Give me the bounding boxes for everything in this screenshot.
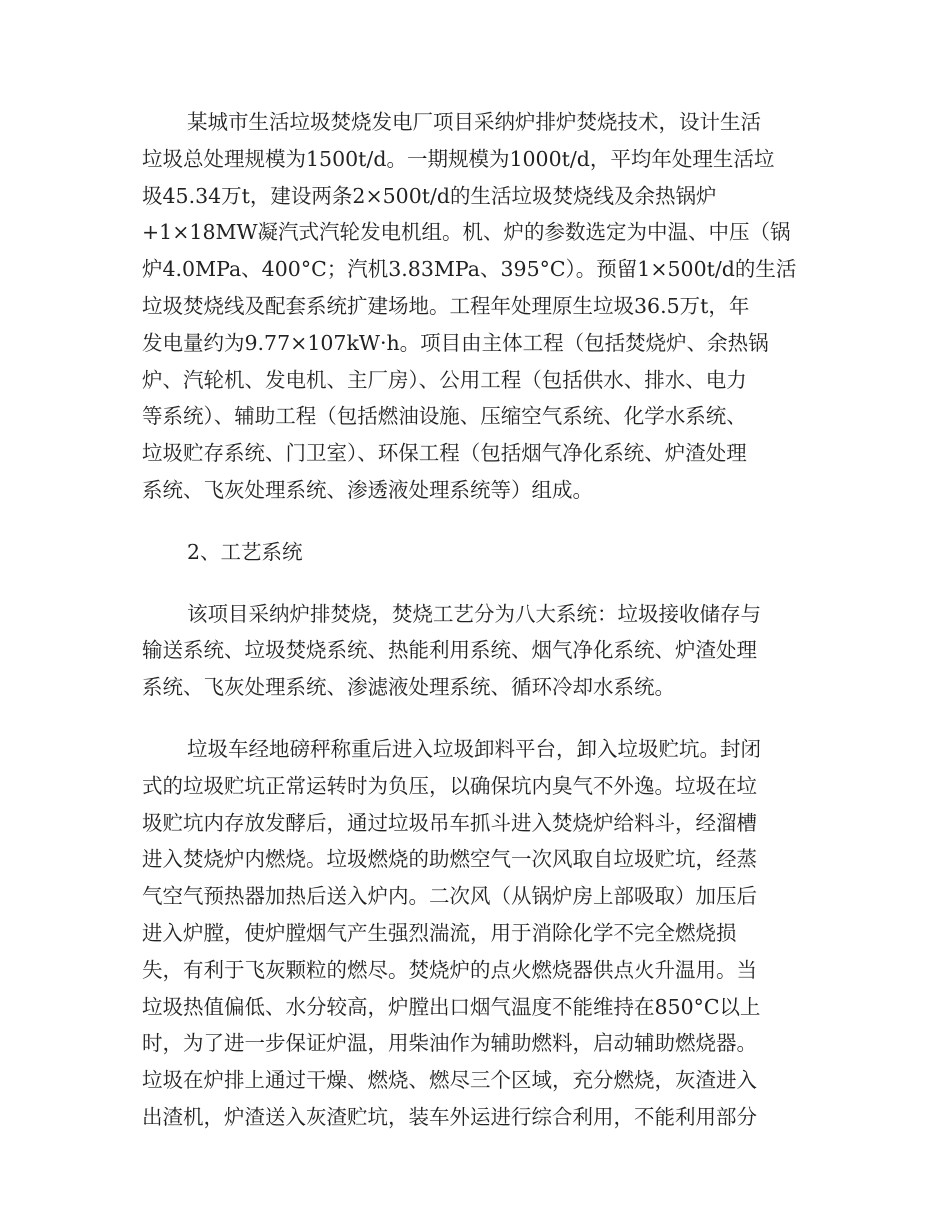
text-line: 垃圾贮存系统、门卫室）、环保工程（包括烟气净化系统、炉渣处理 [142,441,747,466]
text-line: 垃圾在炉排上通过干燥、燃烧、燃尽三个区域，充分燃烧，灰渣进入 [142,1068,757,1093]
text-line: 式的垃圾贮坑正常运转时为负压，以确保坑内臭气不外逸。垃圾在垃 [142,773,757,798]
paragraph-process-overview [142,596,812,706]
text-line: 某城市生活垃圾焚烧发电厂项目采纳炉排炉焚烧技术，设计生活 [187,110,761,134]
text-line: 输送系统、垃圾焚烧系统、热能利用系统、烟气净化系统、炉渣处理 [142,638,757,663]
text-line: 系统、飞灰处理系统、渗透液处理系统等）组成。 [142,477,593,502]
text-line: 出渣机，炉渣送入灰渣贮坑，装车外运进行综合利用，不能利用部分 [142,1104,757,1129]
text-line: 等系统）、辅助工程（包括燃油设施、压缩空气系统、化学水系统、 [142,404,747,429]
paragraph-spacing [142,509,812,534]
text-line: 失，有利于飞灰颗粒的燃尽。焚烧炉的点火燃烧器供点火升温用。当 [142,957,757,982]
text-line: 炉4.0MPa、400°C；汽机3.83MPa、395°C）。预留1×500t/d的生活 [142,257,797,282]
text-line: 垃圾车经地磅秤称重后进入垃圾卸料平台，卸入垃圾贮坑。封闭 [187,736,761,761]
paragraph-project-overview [142,104,812,509]
text-line: 气空气预热器加热后送入炉内。二次风（从锅炉房上部吸取）加压后 [142,884,757,909]
text-line: 圾45.34万t，建设两条2×500t/d的生活垃圾焚烧线及余热锅炉 [142,183,717,208]
paragraph-process-detail [142,731,812,1136]
text-line: 圾贮坑内存放发酵后，通过垃圾吊车抓斗进入焚烧炉给料斗，经溜槽 [142,810,757,835]
text-line: 垃圾总处理规模为1500t/d。一期规模为1000t/d，平均年处理生活垃 [142,146,775,171]
text-line: 垃圾焚烧线及配套系统扩建场地。工程年处理原生垃圾36.5万t，年 [142,293,750,318]
text-line: +1×18MW凝汽式汽轮发电机组。机、炉的参数选定为中温、中压（锅 [142,220,791,245]
text-line: 垃圾热值偏低、水分较高，炉膛出口烟气温度不能维持在850°C以上 [142,994,761,1019]
document-body [142,104,812,1136]
text-line: 时，为了进一步保证炉温，用柴油作为辅助燃料，启动辅助燃烧器。 [142,1031,757,1056]
section-heading: 2、工艺系统 [187,539,303,564]
text-line: 该项目采纳炉排焚烧，焚烧工艺分为八大系统：垃圾接收储存与 [187,601,761,626]
paragraph-spacing [142,706,812,731]
section-heading-process-system [142,534,812,571]
text-line: 系统、飞灰处理系统、渗滤液处理系统、循环冷却水系统。 [142,675,675,700]
paragraph-spacing [142,571,812,596]
text-line: 发电量约为9.77×107kW·h。项目由主体工程（包括焚烧炉、余热锅 [142,330,769,355]
text-line: 进入焚烧炉内燃烧。垃圾燃烧的助燃空气一次风取自垃圾贮坑，经蒸 [142,847,757,872]
text-line: 炉、汽轮机、发电机、主厂房）、公用工程（包括供水、排水、电力 [142,367,747,392]
text-line: 进入炉膛，使炉膛烟气产生强烈湍流，用于消除化学不完全燃烧损 [142,920,737,945]
